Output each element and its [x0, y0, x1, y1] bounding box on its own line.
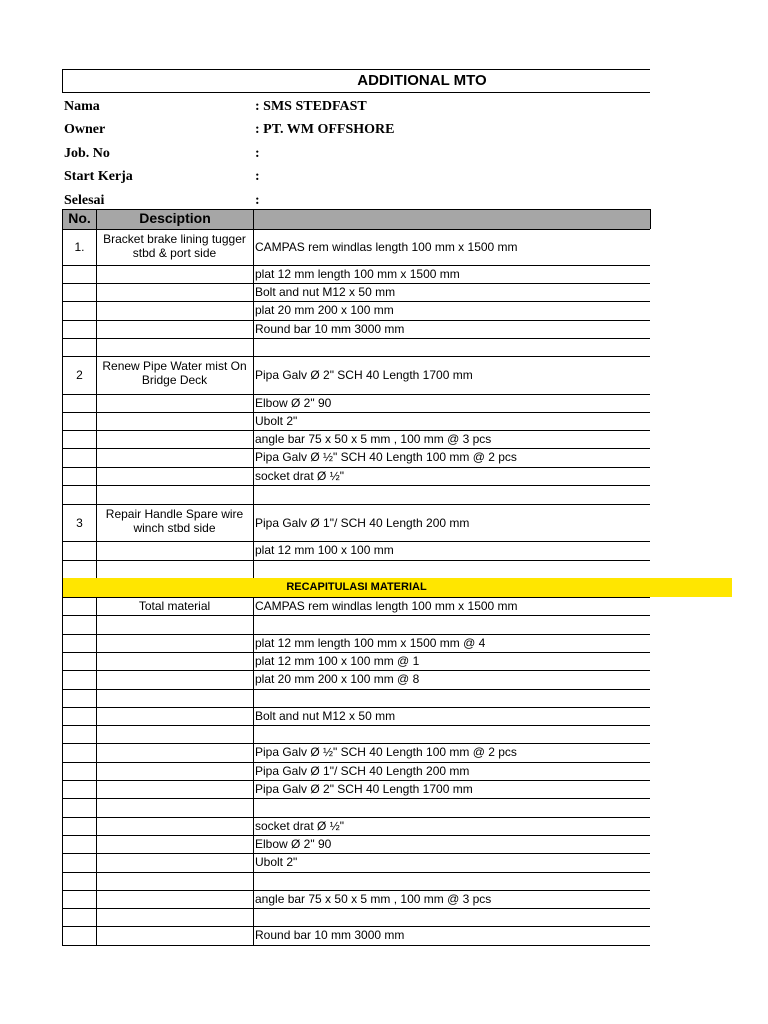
row-material: Elbow Ø 2" 90 [255, 396, 332, 410]
row-number: 3 [76, 516, 83, 530]
header-description: Desciption [139, 210, 211, 226]
row-border [62, 707, 650, 708]
row-border [62, 926, 650, 927]
row-border [62, 872, 650, 873]
info-label: Owner [64, 122, 106, 137]
title-bottom-border [62, 92, 650, 93]
recap-material: angle bar 75 x 50 x 5 mm , 100 mm @ 3 pcs [255, 892, 492, 906]
recap-material: Ubolt 2" [255, 855, 298, 869]
recap-material: Pipa Galv Ø ½" SCH 40 Length 100 mm @ 2 pcs [255, 745, 517, 759]
row-material: Bolt and nut M12 x 50 mm [255, 285, 396, 299]
row-border [62, 541, 650, 542]
column-border [253, 229, 254, 578]
row-material: Ubolt 2" [255, 414, 298, 428]
row-border [62, 229, 650, 230]
row-description: Renew Pipe Water mist On Bridge Deck [102, 359, 247, 387]
recap-material: socket drat Ø ½" [255, 819, 344, 833]
row-material: Round bar 10 mm 3000 mm [255, 322, 405, 336]
row-number: 1. [74, 240, 85, 254]
row-border [62, 798, 650, 799]
column-border [62, 229, 63, 578]
row-border [62, 448, 650, 449]
row-description: Repair Handle Spare wire winch stbd side [105, 507, 244, 535]
column-border [62, 578, 63, 945]
row-border [62, 652, 650, 653]
row-border [62, 430, 650, 431]
row-border [62, 504, 650, 505]
row-border [62, 725, 650, 726]
header-right-border [650, 209, 651, 229]
recap-material: plat 12 mm 100 x 100 mm @ 1 [255, 654, 420, 668]
row-border [62, 634, 650, 635]
row-border [62, 689, 650, 690]
recap-material: Elbow Ø 2" 90 [255, 837, 332, 851]
info-value: : [255, 146, 260, 161]
row-border [62, 762, 650, 763]
row-border [62, 356, 650, 357]
row-material: Pipa Galv Ø 1"/ SCH 40 Length 200 mm [255, 516, 470, 530]
info-label: Start Kerja [64, 169, 133, 184]
recap-material: Pipa Galv Ø 1"/ SCH 40 Length 200 mm [255, 764, 470, 778]
row-border [62, 615, 650, 616]
row-border [62, 485, 650, 486]
row-material: CAMPAS rem windlas length 100 mm x 1500 mm [255, 240, 518, 254]
row-number: 2 [76, 368, 83, 382]
header-top-border [62, 209, 651, 210]
info-value: : [255, 169, 260, 184]
row-description: Bracket brake lining tugger stbd & port side [103, 232, 246, 260]
row-border [62, 670, 650, 671]
info-label: Selesai [64, 193, 105, 208]
info-value: : [255, 193, 260, 208]
column-border [96, 229, 97, 578]
header-no: No. [68, 210, 91, 226]
row-material: socket drat Ø ½" [255, 469, 344, 483]
row-border [62, 301, 650, 302]
row-material: angle bar 75 x 50 x 5 mm , 100 mm @ 3 pcs [255, 432, 492, 446]
info-value: : SMS STEDFAST [255, 99, 367, 114]
recap-material: CAMPAS rem windlas length 100 mm x 1500 mm [255, 599, 518, 613]
row-material: plat 12 mm 100 x 100 mm [255, 543, 394, 557]
info-label: Job. No [64, 146, 110, 161]
row-border [62, 560, 650, 561]
row-border [62, 283, 650, 284]
row-border [62, 338, 650, 339]
row-border [62, 945, 650, 946]
row-material: Pipa Galv Ø ½" SCH 40 Length 100 mm @ 2 pcs [255, 450, 517, 464]
recap-material: plat 12 mm length 100 mm x 1500 mm @ 4 [255, 636, 486, 650]
row-border [62, 394, 650, 395]
page-title: ADDITIONAL MTO [357, 72, 487, 89]
recap-label: Total material [138, 599, 211, 613]
row-border [62, 853, 650, 854]
row-material: Pipa Galv Ø 2" SCH 40 Length 1700 mm [255, 368, 473, 382]
recap-material: Bolt and nut M12 x 50 mm [255, 709, 396, 723]
recap-material: plat 20 mm 200 x 100 mm @ 8 [255, 672, 420, 686]
info-label: Nama [64, 99, 100, 114]
row-border [62, 412, 650, 413]
header-divider [253, 209, 254, 229]
recap-title: RECAPITULASI MATERIAL [286, 581, 427, 593]
row-border [62, 780, 650, 781]
header-left-border [62, 209, 63, 229]
row-border [62, 265, 650, 266]
recap-material: Round bar 10 mm 3000 mm [255, 928, 405, 942]
column-border [96, 597, 97, 945]
column-border [253, 597, 254, 945]
header-divider [96, 209, 97, 229]
row-border [62, 835, 650, 836]
row-material: plat 12 mm length 100 mm x 1500 mm [255, 267, 460, 281]
row-border [62, 320, 650, 321]
row-border [62, 467, 650, 468]
row-border [62, 908, 650, 909]
recap-material: Pipa Galv Ø 2" SCH 40 Length 1700 mm [255, 782, 473, 796]
row-border [62, 890, 650, 891]
row-border [62, 817, 650, 818]
info-value: : PT. WM OFFSHORE [255, 122, 395, 137]
row-material: plat 20 mm 200 x 100 mm [255, 303, 394, 317]
row-border [62, 597, 650, 598]
title-top-border [62, 69, 650, 70]
row-border [62, 743, 650, 744]
